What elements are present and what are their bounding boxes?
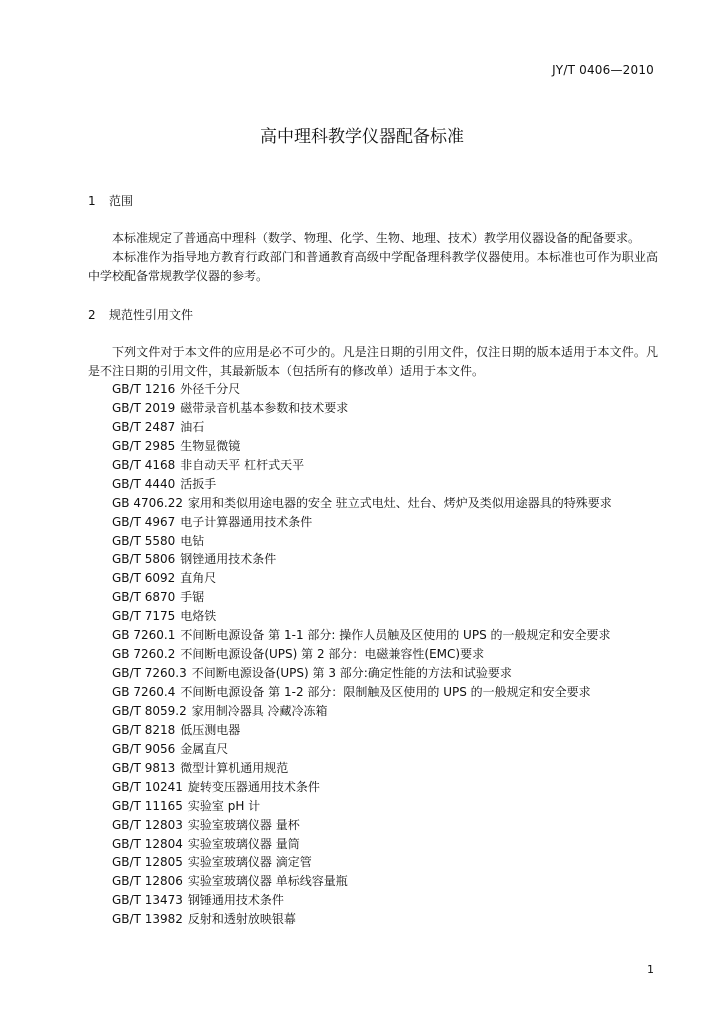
scope-paragraph-2: 本标准作为指导地方教育行政部门和普通教育高级中学配备理科教学仪器使用。本标准也可作为职业高中学校配备常规教学仪器的参考。 <box>88 250 658 283</box>
reference-item <box>112 645 612 664</box>
reference-item <box>112 816 612 835</box>
reference-title: 旋转变压器通用技术条件 <box>187 779 320 794</box>
reference-title: 实验室玻璃仪器 量杯 <box>187 817 300 832</box>
reference-title: 钢锉通用技术条件 <box>180 552 277 567</box>
reference-item <box>112 494 612 513</box>
reference-code: GB/T 13473 <box>112 893 183 908</box>
reference-item <box>112 910 612 929</box>
reference-code: GB/T 2487 <box>112 419 176 434</box>
reference-code: GB/T 7260.3 <box>112 666 187 681</box>
reference-item <box>112 456 612 475</box>
reference-title: 微型计算机通用规范 <box>180 760 289 775</box>
reference-item <box>112 569 612 588</box>
reference-code: GB/T 12804 <box>112 836 183 851</box>
reference-title: 生物显微镜 <box>180 438 241 453</box>
reference-item <box>112 778 612 797</box>
reference-code: GB/T 13982 <box>112 912 183 927</box>
reference-item <box>112 797 612 816</box>
reference-item <box>112 664 612 683</box>
section-number: 2 <box>88 308 96 322</box>
reference-code: GB 7260.1 <box>112 628 176 643</box>
reference-item <box>112 759 612 778</box>
reference-item <box>112 702 612 721</box>
reference-title: 金属直尺 <box>180 741 229 756</box>
reference-item <box>112 475 612 494</box>
reference-title: 电钻 <box>180 533 205 548</box>
section-number: 1 <box>88 194 96 208</box>
reference-title: 反射和透射放映银幕 <box>187 912 296 927</box>
reference-title: 家用和类似用途电器的安全 驻立式电灶、灶台、烤炉及类似用途器具的特殊要求 <box>187 495 612 510</box>
reference-title: 实验室玻璃仪器 滴定管 <box>187 855 312 870</box>
reference-item <box>112 740 612 759</box>
reference-code: GB/T 9813 <box>112 760 176 775</box>
reference-title: 电子计算器通用技术条件 <box>180 514 313 529</box>
reference-title: 不间断电源设备 第 1-2 部分：限制触及区使用的 UPS 的一般规定和安全要求 <box>180 685 591 699</box>
reference-code: GB/T 8218 <box>112 722 176 737</box>
reference-item <box>112 532 612 551</box>
reference-title: 磁带录音机基本参数和技术要求 <box>180 400 349 415</box>
reference-code: GB/T 1216 <box>112 382 176 396</box>
reference-code: GB/T 5580 <box>112 533 176 548</box>
scope-paragraph-1: 本标准规定了普通高中理科（数学、物理、化学、生物、地理、技术）教学用仪器设备的配备要求。 <box>112 231 641 245</box>
reference-title: 活扳手 <box>180 476 217 491</box>
reference-item <box>112 437 612 456</box>
reference-code: GB/T 10241 <box>112 779 183 794</box>
reference-code: GB/T 6870 <box>112 590 176 605</box>
reference-item <box>112 835 612 854</box>
reference-title: 直角尺 <box>180 571 217 586</box>
reference-item <box>112 872 612 891</box>
reference-title: 不间断电源设备 第 1-1 部分: 操作人员触及区使用的 UPS 的一般规定和安全要求 <box>180 628 611 643</box>
section-title: 范围 <box>109 194 134 208</box>
reference-title: 实验室 pH 计 <box>187 798 261 813</box>
reference-list <box>112 380 612 929</box>
standard-code: JY/T 0406—2010 <box>552 63 654 77</box>
reference-title: 钢锤通用技术条件 <box>187 893 284 908</box>
reference-item <box>112 399 612 418</box>
page-number: 1 <box>647 963 654 976</box>
reference-code: GB 4706.22 <box>112 495 183 510</box>
reference-item <box>112 380 612 399</box>
reference-code: GB/T 12803 <box>112 817 183 832</box>
reference-code: GB/T 5806 <box>112 552 176 567</box>
reference-item <box>112 626 612 645</box>
references-intro-paragraph: 下列文件对于本文件的应用是必不可少的。凡是注日期的引用文件，仅注日期的版本适用于本文件。凡是不注日期的引用文件，其最新版本（包括所有的修改单）适用于本文件。 <box>88 345 658 378</box>
reference-code: GB/T 4168 <box>112 457 176 472</box>
reference-code: GB/T 4440 <box>112 476 176 491</box>
reference-title: 不间断电源设备(UPS) 第 3 部分:确定性能的方法和试验要求 <box>191 666 512 681</box>
reference-code: GB/T 12805 <box>112 855 183 870</box>
reference-item <box>112 607 612 626</box>
section-heading-normative-references <box>88 306 193 323</box>
reference-title: 实验室玻璃仪器 量筒 <box>187 836 300 851</box>
reference-item <box>112 683 612 702</box>
reference-title: 电烙铁 <box>180 609 217 624</box>
reference-item <box>112 550 612 569</box>
section-title: 规范性引用文件 <box>109 308 194 322</box>
reference-item <box>112 721 612 740</box>
reference-code: GB/T 7175 <box>112 609 176 624</box>
reference-title: 家用制冷器具 冷藏冷冻箱 <box>191 703 328 718</box>
reference-item <box>112 418 612 437</box>
reference-code: GB/T 2985 <box>112 438 176 453</box>
reference-title: 非自动天平 杠杆式天平 <box>180 457 305 472</box>
reference-title: 实验室玻璃仪器 单标线容量瓶 <box>187 874 348 889</box>
reference-code: GB/T 6092 <box>112 571 176 586</box>
section-heading-scope <box>88 192 133 209</box>
reference-item <box>112 513 612 532</box>
reference-item <box>112 891 612 910</box>
reference-code: GB/T 11165 <box>112 798 183 813</box>
document-title: 高中理科教学仪器配备标准 <box>260 127 464 147</box>
reference-code: GB/T 9056 <box>112 741 176 756</box>
reference-title: 油石 <box>180 419 205 434</box>
reference-item <box>112 588 612 607</box>
reference-code: GB/T 2019 <box>112 400 176 415</box>
reference-title: 手锯 <box>180 590 205 605</box>
reference-title: 低压测电器 <box>180 722 241 737</box>
reference-code: GB 7260.4 <box>112 685 176 699</box>
reference-code: GB/T 4967 <box>112 514 176 529</box>
reference-code: GB/T 8059.2 <box>112 703 187 718</box>
reference-code: GB 7260.2 <box>112 647 176 662</box>
reference-item <box>112 853 612 872</box>
reference-code: GB/T 12806 <box>112 874 183 889</box>
reference-title: 不间断电源设备(UPS) 第 2 部分：电磁兼容性(EMC)要求 <box>180 647 485 662</box>
reference-title: 外径千分尺 <box>180 382 241 396</box>
